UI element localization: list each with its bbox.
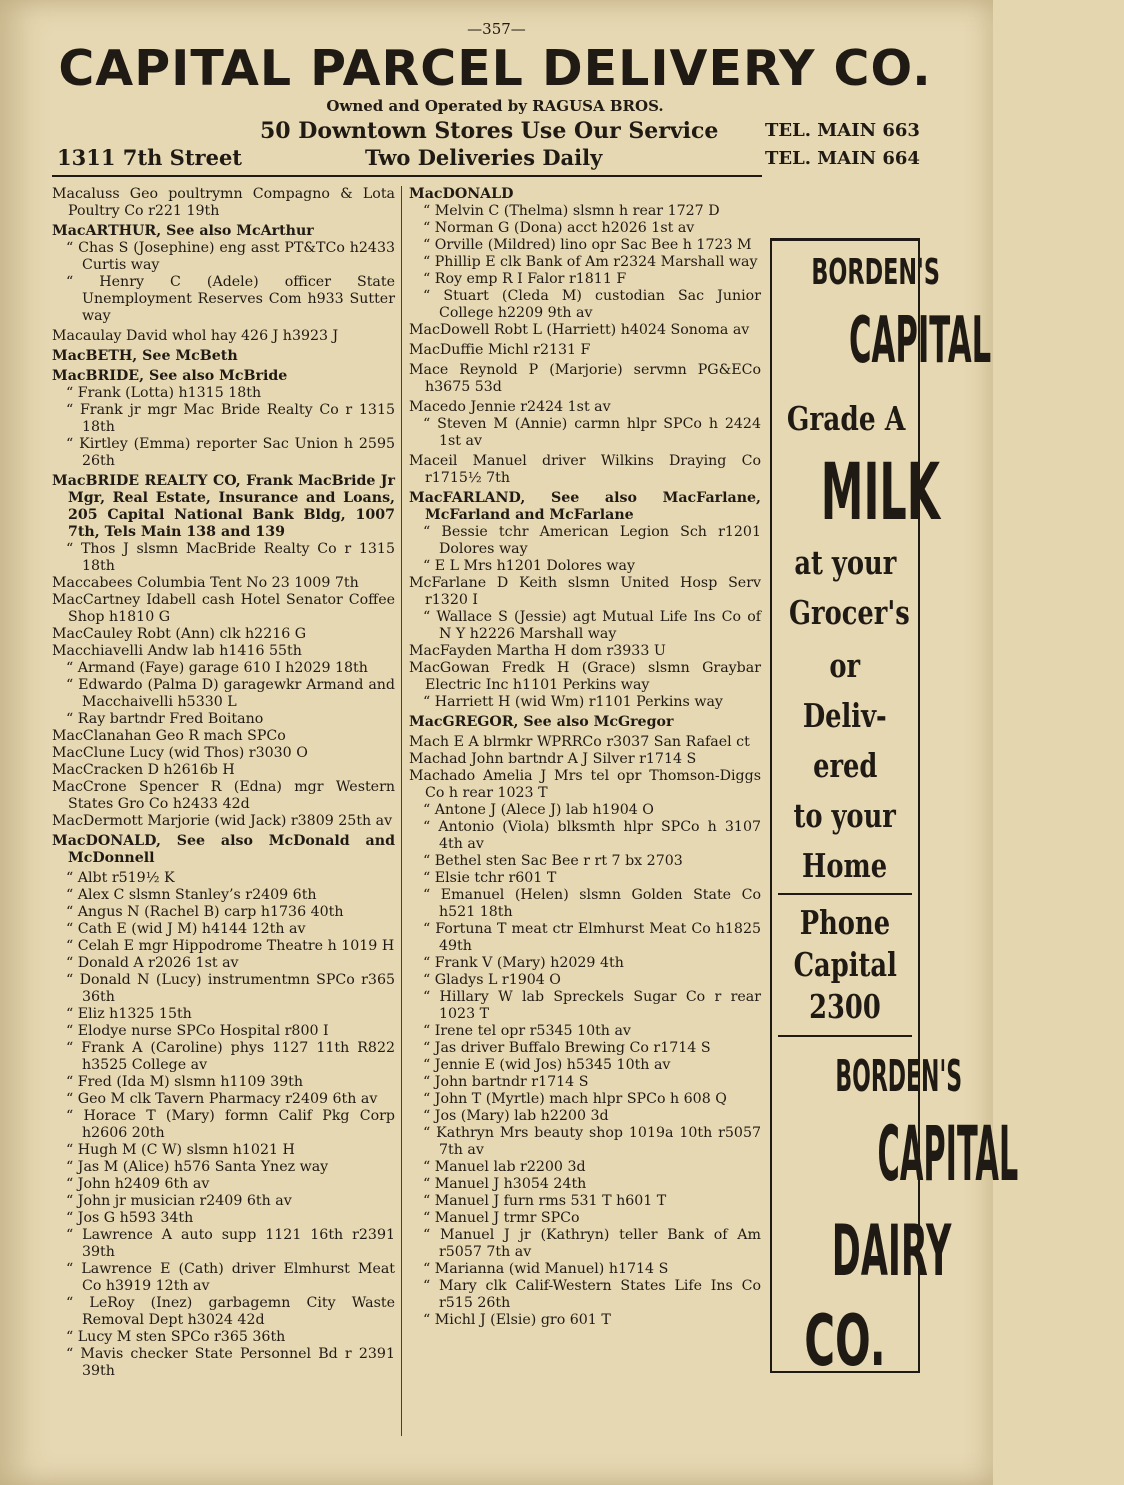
directory-entry: “ Henry C (Adele) officer State Unemployment Reserves Com h933 Sutter way — [66, 274, 395, 324]
directory-entry: Macaluss Geo poultrymn Compagno & Lota Poultry Co r221 19th — [52, 186, 395, 219]
directory-entry: “ Manuel lab r2200 3d — [423, 1159, 586, 1175]
middle-column — [409, 186, 761, 1329]
directory-entry: “ Donald A r2026 1st av — [66, 955, 239, 971]
directory-entry: “ Melvin C (Thelma) slsmn h rear 1727 D — [423, 203, 720, 219]
directory-entry: “ Harriett H (wid Wm) r1101 Perkins way — [423, 694, 723, 710]
bordens-ad — [770, 238, 1019, 1382]
directory-entry: “ LeRoy (Inez) garbagemn City Waste Removal Dept h3024 42d — [66, 1295, 395, 1328]
ad-divider-2 — [778, 1035, 912, 1037]
directory-entry: “ Michl J (Elsie) gro 601 T — [423, 1312, 611, 1328]
directory-entry: “ Thos J slsmn MacBride Realty Co r 1315 18th — [66, 541, 395, 574]
directory-entry: “ Antonio (Viola) blksmth hlpr SPCo h 3107 4th av — [423, 819, 761, 852]
directory-entry: “ Eliz h1325 15th — [66, 1006, 192, 1022]
directory-entry: “ Bethel sten Sac Bee r rt 7 bx 2703 — [423, 853, 683, 869]
banner-owned-by: Owned and Operated by RAGUSA BROS. — [326, 97, 664, 115]
directory-entry: “ Lawrence E (Cath) driver Elmhurst Meat Co h3919 12th av — [66, 1261, 395, 1294]
directory-entry: MacBRIDE REALTY CO, Frank MacBride Jr Mgr, Real Estate, Insurance and Loans, 205 Capital National Bank Bldg, 1007 7th, Tels Main 138 and 139 — [52, 473, 395, 540]
directory-entry: “ Alex C slsmn Stanley’s r2409 6th — [66, 887, 317, 903]
directory-entry: “ Phillip E clk Bank of Am r2324 Marshall way — [423, 254, 758, 270]
directory-entry: MacFARLAND, See also MacFarlane, McFarland and McFarlane — [409, 490, 761, 523]
directory-entry: “ Jos G h593 34th — [66, 1210, 194, 1226]
column-divider — [401, 186, 402, 1436]
directory-entry: MacDuffie Michl r2131 F — [409, 342, 591, 358]
directory-entry: “ Jas driver Buffalo Brewing Co r1714 S — [423, 1040, 711, 1056]
directory-entry: “ Chas S (Josephine) eng asst PT&TCo h2433 Curtis way — [66, 240, 395, 273]
directory-entry: MacFayden Martha H dom r3933 U — [409, 643, 666, 659]
directory-entry: MacDONALD — [409, 186, 514, 202]
ad-phone: Phone — [799, 903, 891, 942]
directory-entry: “ Norman G (Dona) acct h2026 1st av — [423, 220, 695, 236]
directory-entry: “ Hugh M (C W) slsmn h1021 H — [66, 1142, 295, 1158]
directory-entry: “ Frank jr mgr Mac Bride Realty Co r 1315 18th — [66, 402, 395, 435]
directory-entry: “ Lucy M sten SPCo r365 36th — [66, 1329, 286, 1345]
directory-entry: MacDONALD, See also McDonald and McDonnell — [52, 833, 395, 866]
directory-entry: MacDermott Marjorie (wid Jack) r3809 25th av — [52, 813, 393, 829]
directory-entry: “ Ray bartndr Fred Boitano — [66, 711, 264, 727]
directory-entry: “ Jas M (Alice) h576 Santa Ynez way — [66, 1159, 329, 1175]
directory-entry: “ Horace T (Mary) formn Calif Pkg Corp h2606 20th — [66, 1108, 395, 1141]
directory-entry: Maceil Manuel driver Wilkins Draying Co r1715½ 7th — [409, 453, 761, 486]
directory-entry: “ Celah E mgr Hippodrome Theatre h 1019 H — [66, 938, 395, 954]
directory-entry: “ E L Mrs h1201 Dolores way — [423, 558, 635, 574]
directory-entry: “ Elodye nurse SPCo Hospital r800 I — [66, 1023, 329, 1039]
directory-entry: “ Manuel J jr (Kathryn) teller Bank of Am r5057 7th av — [423, 1227, 761, 1260]
directory-entry: “ John h2409 6th av — [66, 1176, 210, 1192]
directory-entry: “ Kathryn Mrs beauty shop 1019a 10th r5057 7th av — [423, 1125, 761, 1158]
ad-capital-bottom: CAPITAL — [877, 1109, 1019, 1198]
directory-entry: MacCracken D h2616b H — [52, 762, 235, 778]
directory-entry: Machad John bartndr A J Silver r1714 S — [409, 751, 697, 767]
ad-grade-a: Grade A — [786, 399, 906, 438]
left-column — [52, 186, 395, 1380]
directory-entry: “ Orville (Mildred) lino opr Sac Bee h 1723 M — [423, 237, 752, 253]
directory-entry: “ Irene tel opr r5345 10th av — [423, 1023, 631, 1039]
directory-entry: “ Steven M (Annie) carmn hlpr SPCo h 2424 1st av — [423, 416, 761, 449]
directory-entry: Maccabees Columbia Tent No 23 1009 7th — [52, 575, 359, 591]
directory-entry: “ John T (Myrtle) mach hlpr SPCo h 608 Q — [423, 1091, 727, 1107]
directory-entry: Macedo Jennie r2424 1st av — [409, 399, 611, 415]
directory-entry: Mach E A blrmkr WPRRCo r3037 San Rafael ct — [409, 734, 750, 750]
ad-divider-1 — [778, 893, 912, 895]
ad-phone-exchange: Capital — [793, 945, 897, 984]
directory-entry: “ Cath E (wid J M) h4144 12th av — [66, 921, 306, 937]
directory-entry: “ Mary clk Calif-Western States Life Ins Co r515 26th — [423, 1278, 761, 1311]
directory-entry: “ John bartndr r1714 S — [423, 1074, 589, 1090]
ad-deliv: Deliv- — [803, 696, 887, 735]
directory-entry: “ Roy emp R I Falor r1811 F — [423, 271, 627, 287]
directory-entry: “ Frank (Lotta) h1315 18th — [66, 385, 262, 401]
directory-entry: “ Frank A (Caroline) phys 1127 11th R822 h3525 College av — [66, 1040, 395, 1073]
ad-to-your: to your — [793, 796, 897, 835]
ad-or: or — [829, 646, 861, 685]
directory-entry: “ Jennie E (wid Jos) h5345 10th av — [423, 1057, 671, 1073]
directory-entry: MacARTHUR, See also McArthur — [52, 223, 314, 239]
ad-capital-top: CAPITAL — [849, 304, 992, 378]
directory-entry: MacClanahan Geo R mach SPCo — [52, 728, 286, 744]
banner-title: CAPITAL PARCEL DELIVERY CO. — [58, 40, 932, 97]
directory-entry: “ Edwardo (Palma D) garagewkr Armand and Macchaivelli h5330 L — [66, 677, 395, 710]
directory-entry: Macaulay David whol hay 426 J h3923 J — [52, 328, 339, 344]
ad-home: Home — [802, 846, 888, 885]
directory-entry: “ Albt r519½ K — [66, 870, 175, 886]
directory-entry: Macchiavelli Andw lab h1416 55th — [52, 643, 302, 659]
page-number: —357— — [467, 20, 526, 38]
banner-stores: 50 Downtown Stores Use Our Service — [260, 118, 719, 144]
directory-entry: “ Emanuel (Helen) slsmn Golden State Co h521 18th — [423, 887, 761, 920]
banner-divider — [52, 175, 762, 177]
directory-entry: “ Donald N (Lucy) instrumentmn SPCo r365 36th — [66, 972, 395, 1005]
directory-entry: “ Fred (Ida M) slsmn h1109 39th — [66, 1074, 303, 1090]
directory-entry: MacCartney Idabell cash Hotel Senator Coffee Shop h1810 G — [52, 592, 395, 625]
directory-entry: “ Manuel J furn rms 531 T h601 T — [423, 1193, 667, 1209]
directory-entry: “ Marianna (wid Manuel) h1714 S — [423, 1261, 669, 1277]
directory-entry: MacBETH, See McBeth — [52, 348, 238, 364]
directory-entry: “ Angus N (Rachel B) carp h1736 40th — [66, 904, 344, 920]
directory-entry: “ John jr musician r2409 6th av — [66, 1193, 292, 1209]
directory-entry: “ Geo M clk Tavern Pharmacy r2409 6th av — [66, 1091, 378, 1107]
directory-entry: “ Kirtley (Emma) reporter Sac Union h 2595 26th — [66, 436, 395, 469]
banner-telephone-1: TEL. MAIN 663 — [765, 120, 920, 141]
ad-at-your: at your — [794, 543, 896, 582]
directory-entry: McFarlane D Keith slsmn United Hosp Serv r1320 I — [409, 575, 761, 608]
directory-entry: MacBRIDE, See also McBride — [52, 368, 288, 384]
directory-entry: MacGowan Fredk H (Grace) slsmn Graybar Electric Inc h1101 Perkins way — [409, 660, 761, 693]
banner-telephone-2: TEL. MAIN 664 — [765, 148, 920, 169]
directory-entry: “ Antone J (Alece J) lab h1904 O — [423, 802, 654, 818]
directory-entry: “ Manuel J trmr SPCo — [423, 1210, 580, 1226]
directory-entry: “ Frank V (Mary) h2029 4th — [423, 955, 624, 971]
ad-phone-number: 2300 — [809, 987, 881, 1026]
directory-entry: MacDowell Robt L (Harriett) h4024 Sonoma av — [409, 322, 750, 338]
directory-entry: “ Manuel J h3054 24th — [423, 1176, 587, 1192]
directory-entry: “ Gladys L r1904 O — [423, 972, 561, 988]
directory-entry: “ Hillary W lab Spreckels Sugar Co r rear 1023 T — [423, 989, 761, 1022]
ad-co: CO. — [804, 1300, 886, 1382]
ad-ered: ered — [812, 746, 878, 785]
directory-entry: “ Fortuna T meat ctr Elmhurst Meat Co h1825 49th — [423, 921, 761, 954]
directory-entry: “ Mavis checker State Personnel Bd r 2391 39th — [66, 1346, 395, 1379]
directory-entry: MacGREGOR, See also McGregor — [409, 714, 674, 730]
directory-entry: Mace Reynold P (Marjorie) servmn PG&ECo h3675 53d — [409, 362, 761, 395]
ad-milk: MILK — [820, 448, 941, 538]
directory-entry: MacCrone Spencer R (Edna) mgr Western States Gro Co h2433 42d — [52, 779, 395, 812]
directory-entry: “ Stuart (Cleda M) custodian Sac Junior College h2209 9th av — [423, 288, 761, 321]
directory-entry: “ Elsie tchr r601 T — [423, 870, 557, 886]
directory-entry: “ Wallace S (Jessie) agt Mutual Life Ins Co of N Y h2226 Marshall way — [423, 609, 761, 642]
ad-bordens-top: BORDEN'S — [811, 252, 940, 293]
directory-entry: Machado Amelia J Mrs tel opr Thomson-Diggs Co h rear 1023 T — [409, 768, 761, 801]
banner-deliveries: Two Deliveries Daily — [365, 145, 603, 170]
banner-address: 1311 7th Street — [57, 145, 243, 170]
directory-entry: “ Jos (Mary) lab h2200 3d — [423, 1108, 609, 1124]
ad-dairy: DAIRY — [831, 1210, 952, 1292]
directory-entry: “ Lawrence A auto supp 1121 16th r2391 39th — [66, 1227, 395, 1260]
ad-bordens-bottom: BORDEN'S — [835, 1051, 963, 1102]
ad-grocers: Grocer's — [789, 593, 910, 632]
directory-entry: “ Bessie tchr American Legion Sch r1201 Dolores way — [423, 524, 761, 557]
directory-entry: MacClune Lucy (wid Thos) r3030 O — [52, 745, 308, 761]
directory-entry: “ Armand (Faye) garage 610 I h2029 18th — [66, 660, 368, 676]
directory-entry: MacCauley Robt (Ann) clk h2216 G — [52, 626, 307, 642]
